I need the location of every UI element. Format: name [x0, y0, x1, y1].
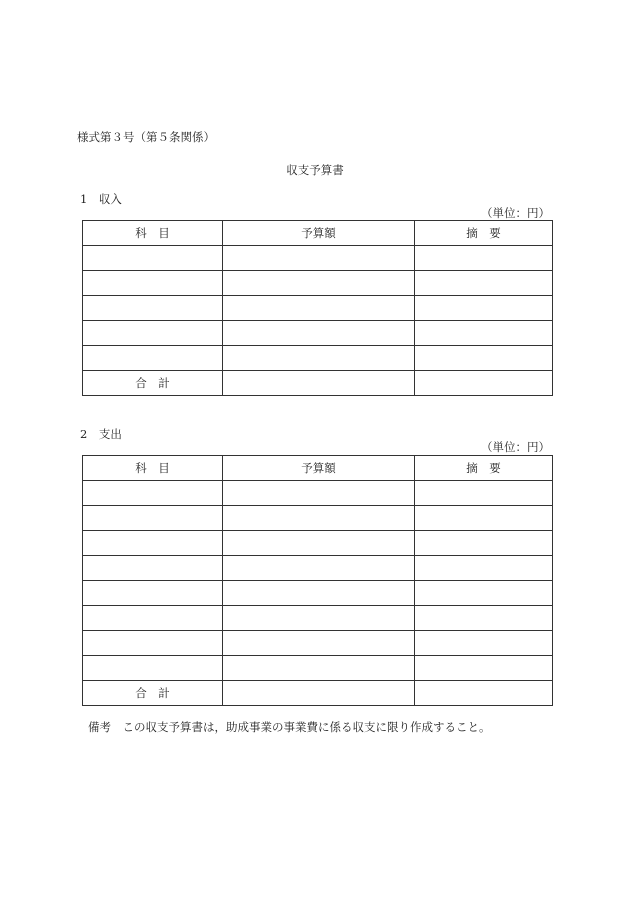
item-cell[interactable] — [83, 631, 223, 656]
income-header-budget: 予算額 — [223, 221, 415, 246]
table-row — [83, 246, 553, 271]
form-number-label: 様式第３号（第５条関係） — [77, 130, 215, 144]
table-row — [83, 346, 553, 371]
item-cell[interactable] — [83, 606, 223, 631]
notes-cell[interactable] — [415, 506, 553, 531]
budget-cell[interactable] — [223, 581, 415, 606]
notes-cell[interactable] — [415, 531, 553, 556]
item-cell[interactable] — [83, 556, 223, 581]
item-cell[interactable] — [83, 246, 223, 271]
income-total-budget-cell[interactable] — [223, 371, 415, 396]
budget-cell[interactable] — [223, 481, 415, 506]
income-total-row — [83, 371, 553, 396]
expense-header-budget: 予算額 — [223, 456, 415, 481]
expense-header-notes: 摘 要 — [415, 456, 553, 481]
notes-cell[interactable] — [415, 656, 553, 681]
budget-cell[interactable] — [223, 606, 415, 631]
item-cell[interactable] — [83, 656, 223, 681]
table-row — [83, 481, 553, 506]
budget-cell[interactable] — [223, 531, 415, 556]
table-row — [83, 271, 553, 296]
expense-total-budget-cell[interactable] — [223, 681, 415, 706]
table-row — [83, 531, 553, 556]
item-cell[interactable] — [83, 531, 223, 556]
table-row — [83, 296, 553, 321]
notes-cell[interactable] — [415, 346, 553, 371]
document-title: 収支予算書 — [286, 163, 344, 177]
notes-cell[interactable] — [415, 481, 553, 506]
expense-unit-label: （単位：円） — [481, 440, 550, 454]
table-row — [83, 506, 553, 531]
expense-section-heading: 2 支出 — [80, 427, 122, 441]
item-cell[interactable] — [83, 271, 223, 296]
expense-total-label: 合 計 — [83, 681, 223, 706]
notes-cell[interactable] — [415, 556, 553, 581]
table-row — [83, 631, 553, 656]
income-header-notes: 摘 要 — [415, 221, 553, 246]
income-header-item: 科 目 — [83, 221, 223, 246]
notes-cell[interactable] — [415, 271, 553, 296]
budget-cell[interactable] — [223, 271, 415, 296]
income-total-label: 合 計 — [83, 371, 223, 396]
budget-cell[interactable] — [223, 346, 415, 371]
expense-table — [82, 455, 553, 706]
income-table — [82, 220, 553, 396]
notes-cell[interactable] — [415, 321, 553, 346]
item-cell[interactable] — [83, 321, 223, 346]
table-row — [83, 606, 553, 631]
expense-header-item: 科 目 — [83, 456, 223, 481]
budget-cell[interactable] — [223, 656, 415, 681]
budget-cell[interactable] — [223, 296, 415, 321]
expense-total-notes-cell[interactable] — [415, 681, 553, 706]
expense-header-row — [83, 456, 553, 481]
budget-cell[interactable] — [223, 246, 415, 271]
budget-cell[interactable] — [223, 506, 415, 531]
table-row — [83, 321, 553, 346]
table-row — [83, 656, 553, 681]
income-unit-label: （単位：円） — [481, 206, 550, 220]
notes-cell[interactable] — [415, 606, 553, 631]
budget-cell[interactable] — [223, 321, 415, 346]
budget-cell[interactable] — [223, 556, 415, 581]
notes-cell[interactable] — [415, 581, 553, 606]
notes-cell[interactable] — [415, 631, 553, 656]
item-cell[interactable] — [83, 506, 223, 531]
income-total-notes-cell[interactable] — [415, 371, 553, 396]
item-cell[interactable] — [83, 581, 223, 606]
item-cell[interactable] — [83, 346, 223, 371]
expense-total-row — [83, 681, 553, 706]
income-section-heading: 1 収入 — [80, 192, 122, 206]
budget-cell[interactable] — [223, 631, 415, 656]
item-cell[interactable] — [83, 481, 223, 506]
income-header-row — [83, 221, 553, 246]
table-row — [83, 556, 553, 581]
remark-note: 備考 この収支予算書は，助成事業の事業費に係る収支に限り作成すること。 — [88, 720, 491, 734]
table-row — [83, 581, 553, 606]
notes-cell[interactable] — [415, 246, 553, 271]
notes-cell[interactable] — [415, 296, 553, 321]
item-cell[interactable] — [83, 296, 223, 321]
